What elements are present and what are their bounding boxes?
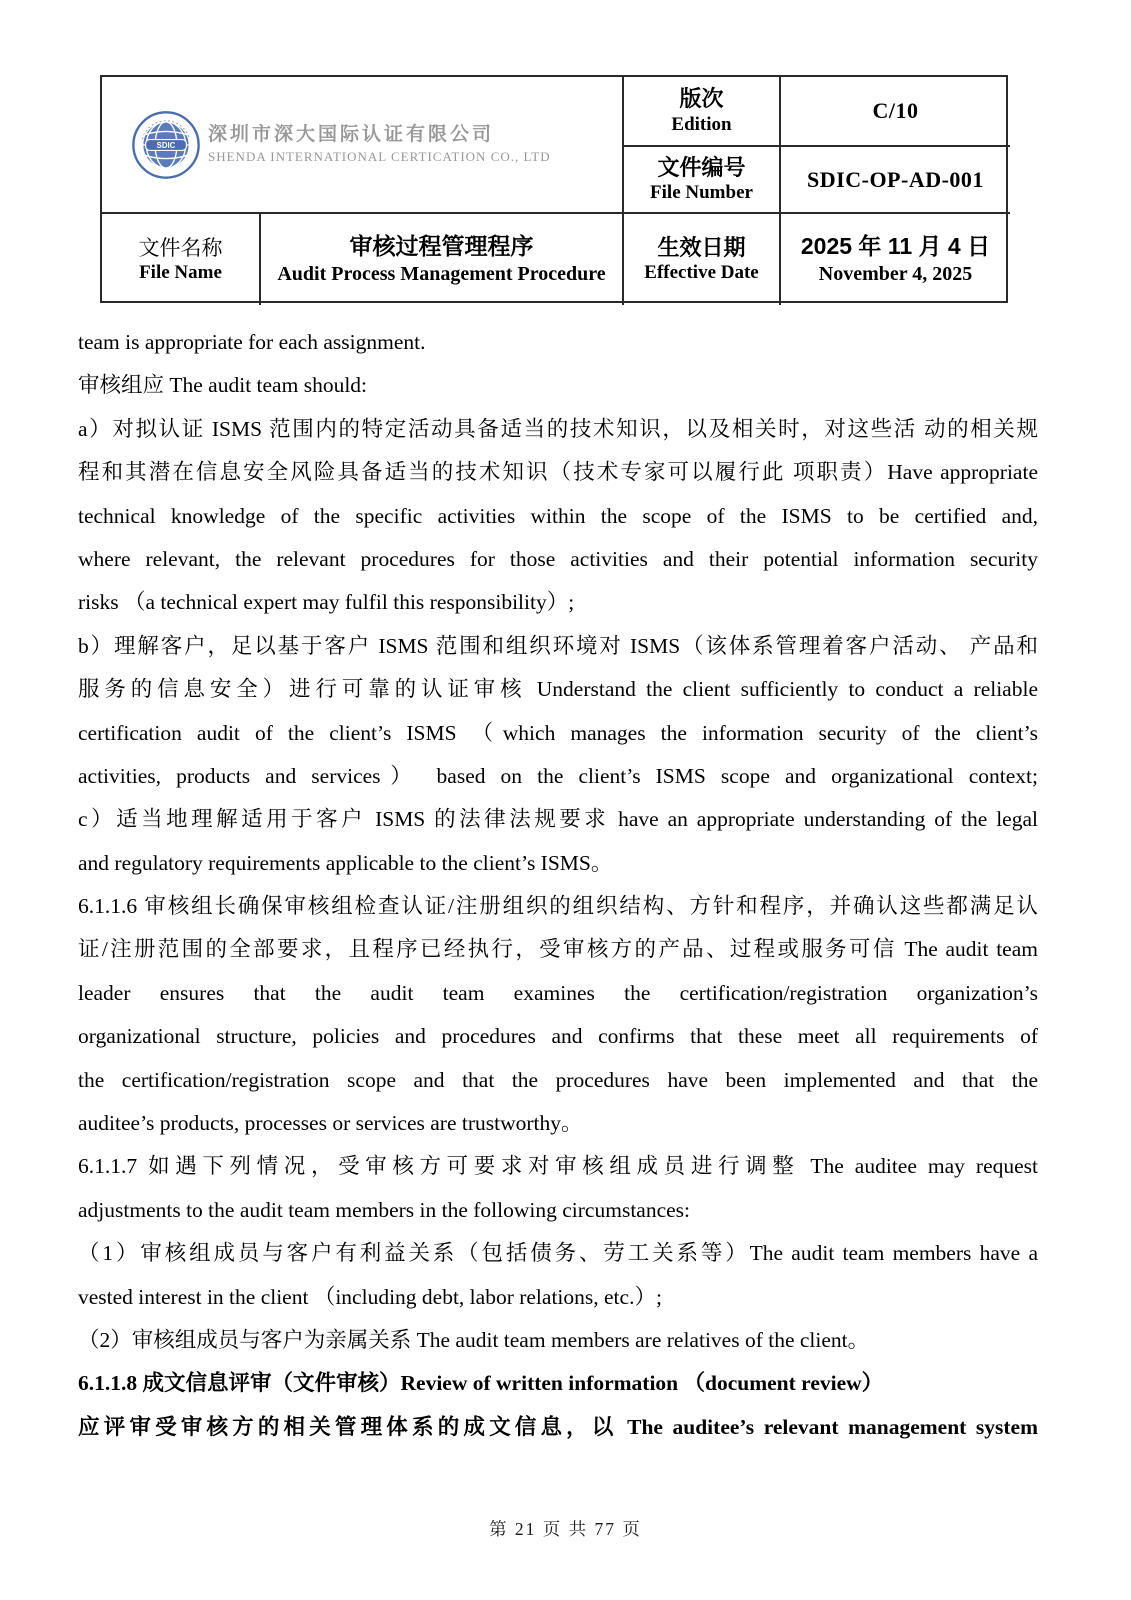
text-line: （1）审核组成员与客户有利益关系（包括债务、劳工关系等）The audit team members have a bbox=[78, 1241, 1038, 1266]
text-line: organizational structure, policies and procedures and confirms that these meet all requirements of bbox=[78, 1024, 1038, 1049]
file-name-value-cn: 审核过程管理程序 bbox=[349, 233, 534, 260]
effective-date-value-cell bbox=[779, 212, 1010, 305]
file-number-label-cell bbox=[622, 145, 779, 212]
text-line: 程和其潜在信息安全风险具备适当的技术知识（技术专家可以履行此 项职责）Have appropriate bbox=[78, 460, 1038, 485]
effective-date-value-cn: 2025 年 11 月 4 日 bbox=[800, 233, 991, 260]
text-line: risks （a technical expert may fulfil this responsibility）; bbox=[78, 590, 575, 615]
logo-cell bbox=[102, 77, 622, 212]
company-names bbox=[208, 124, 551, 165]
text-line: vested interest in the client （including debt, labor relations, etc.）; bbox=[78, 1284, 662, 1309]
text-line: the certification/registration scope and that the procedures have been implemented and that the bbox=[78, 1067, 1038, 1092]
logo-text: SDIC bbox=[156, 140, 176, 150]
text-line: 服务的信息安全）进行可靠的认证审核 Understand the client sufficiently to conduct a reliable bbox=[78, 677, 1038, 702]
text-line: certification audit of the client’s ISMS （which manages the information security of the client’s bbox=[78, 720, 1038, 745]
text-line: （2）审核组成员与客户为亲属关系 The audit team members are relatives of the client。 bbox=[78, 1327, 870, 1352]
text-line: 6.1.1.7 如遇下列情况，受审核方可要求对审核组成员进行调整 The auditee may request bbox=[78, 1154, 1038, 1179]
text-line: c）适当地理解适用于客户 ISMS 的法律法规要求 have an appropriate understanding of the legal bbox=[78, 807, 1038, 832]
text-line: activities, products and services） based on the client’s ISMS scope and organizational context; bbox=[78, 763, 1038, 788]
text-line: b）理解客户，足以基于客户 ISMS 范围和组织环境对 ISMS（该体系管理着客户活动、 产品和 bbox=[78, 633, 1038, 658]
text-line: auditee’s products, processes or services are trustworthy。 bbox=[78, 1111, 583, 1136]
edition-label-cn: 版次 bbox=[679, 86, 724, 112]
company-name-cn: 深圳市深大国际认证有限公司 bbox=[208, 124, 495, 146]
effective-date-label-cell bbox=[622, 212, 779, 305]
company-logo-icon bbox=[132, 111, 200, 179]
effective-date-label-en: Effective Date bbox=[644, 262, 759, 284]
body-text bbox=[78, 321, 1038, 1449]
page-footer bbox=[0, 1516, 1131, 1541]
file-number-label-cn: 文件编号 bbox=[657, 154, 746, 180]
text-line: technical knowledge of the specific activities within the scope of the ISMS to be certified and, bbox=[78, 503, 1038, 528]
text-line: 证/注册范围的全部要求，且程序已经执行，受审核方的产品、过程或服务可信 The audit team bbox=[78, 937, 1038, 962]
edition-label-en: Edition bbox=[671, 113, 732, 135]
header-table bbox=[100, 75, 1008, 303]
text-line: adjustments to the audit team members in the following circumstances: bbox=[78, 1197, 691, 1222]
text-line: 6.1.1.6 审核组长确保审核组检查认证/注册组织的组织结构、方针和程序，并确认这些都满足认 bbox=[78, 894, 1038, 919]
file-number-label-en: File Number bbox=[650, 182, 753, 204]
edition-label-cell bbox=[622, 77, 779, 145]
text-line: 应评审受审核方的相关管理体系的成文信息，以 The auditee’s relevant management system bbox=[78, 1414, 1038, 1439]
text-line: 6.1.1.8 成文信息评审（文件审核）Review of written information （document review） bbox=[78, 1371, 884, 1396]
effective-date-value-en: November 4, 2025 bbox=[818, 262, 973, 285]
text-line: and regulatory requirements applicable to the client’s ISMS。 bbox=[78, 850, 613, 875]
file-name-label-cell bbox=[102, 212, 259, 305]
text-line: where relevant, the relevant procedures for those activities and their potential information security bbox=[78, 546, 1038, 571]
edition-value: C/10 bbox=[872, 98, 919, 124]
file-number-value-cell bbox=[779, 145, 1010, 212]
text-line: leader ensures that the audit team examines the certification/registration organization’s bbox=[78, 980, 1038, 1005]
company-name-en: SHENDA INTERNATIONAL CERTICATION CO., LTD bbox=[208, 148, 551, 164]
file-name-label-en: File Name bbox=[139, 261, 222, 283]
file-name-label-cn: 文件名称 bbox=[138, 235, 223, 260]
page-number: 第 21 页 共 77 页 bbox=[489, 1519, 642, 1539]
file-name-value-en: Audit Process Management Procedure bbox=[277, 262, 606, 285]
file-number-value: SDIC-OP-AD-001 bbox=[807, 166, 984, 192]
effective-date-label-cn: 生效日期 bbox=[657, 234, 746, 260]
file-name-value-cell bbox=[259, 212, 622, 305]
text-line: a）对拟认证 ISMS 范围内的特定活动具备适当的技术知识，以及相关时，对这些活 动的相关规 bbox=[78, 416, 1038, 441]
edition-value-cell bbox=[779, 77, 1010, 145]
text-line: team is appropriate for each assignment. bbox=[78, 330, 426, 354]
text-line: 审核组应 The audit team should: bbox=[78, 373, 368, 398]
